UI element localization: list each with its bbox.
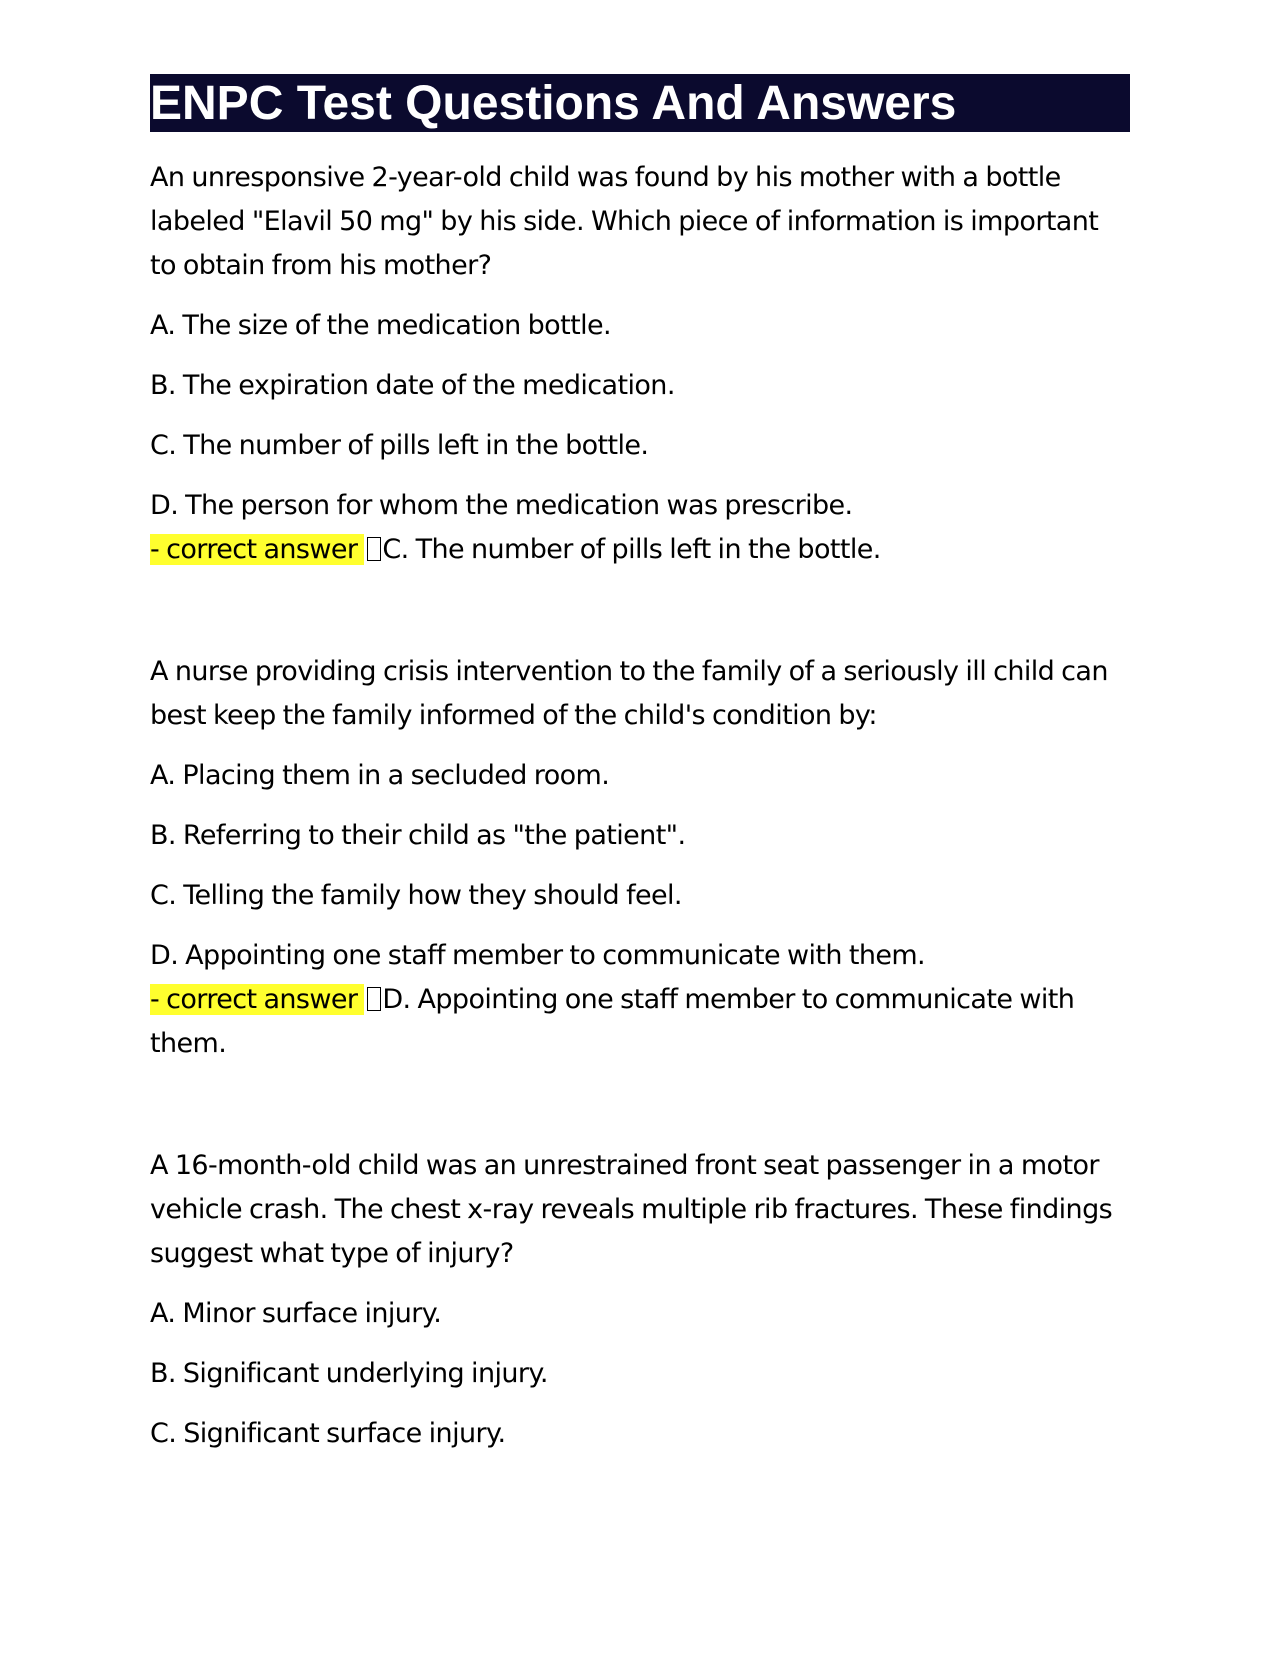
question-2-option-d: D. Appointing one staff member to communicate with them. (150, 940, 926, 971)
document-title: ENPC Test Questions And Answers (150, 77, 957, 130)
question-1-answer (150, 528, 1130, 572)
document-body (150, 156, 1130, 1456)
question-3-option-c: C. Significant surface injury. (150, 1418, 506, 1449)
question-1-option-a: A. The size of the medication bottle. (150, 310, 611, 341)
question-1-answer-text: C. The number of pills left in the bottle. (382, 534, 881, 565)
question-1-prompt: An unresponsive 2-year-old child was found by his mother with a bottle labeled "Elavil 50 mg" by his side. Which piece of information is important to obtain from his mother? (150, 162, 1099, 281)
question-2-answer (150, 978, 1130, 1066)
missing-glyph-box-icon (367, 537, 381, 561)
question-2-option-a: A. Placing them in a secluded room. (150, 760, 610, 791)
correct-answer-label: - correct answer (150, 534, 365, 565)
document-page (150, 74, 1130, 1456)
question-3-option-a: A. Minor surface injury. (150, 1298, 442, 1329)
question-1-option-d: D. The person for whom the medication was prescribe. (150, 490, 853, 521)
question-2-option-c: C. Telling the family how they should feel. (150, 880, 682, 911)
question-2-prompt: A nurse providing crisis intervention to the family of a seriously ill child can best keep the family informed of the child's condition by: (150, 656, 1108, 731)
question-1-option-c: C. The number of pills left in the bottle. (150, 430, 649, 461)
question-2-answer-text: D. Appointing one staff member to communicate with them. (150, 984, 1075, 1059)
question-3-option-b: B. Significant underlying injury. (150, 1358, 548, 1389)
question-2-option-b: B. Referring to their child as "the patient". (150, 820, 686, 851)
question-3-prompt: A 16-month-old child was an unrestrained front seat passenger in a motor vehicle crash. The chest x-ray reveals multiple rib fractures. These findings suggest what type of injury? (150, 1150, 1113, 1269)
correct-answer-label: - correct answer (150, 984, 365, 1015)
missing-glyph-box-icon (367, 987, 381, 1011)
question-1-option-b: B. The expiration date of the medication. (150, 370, 675, 401)
title-bar (150, 74, 1130, 132)
